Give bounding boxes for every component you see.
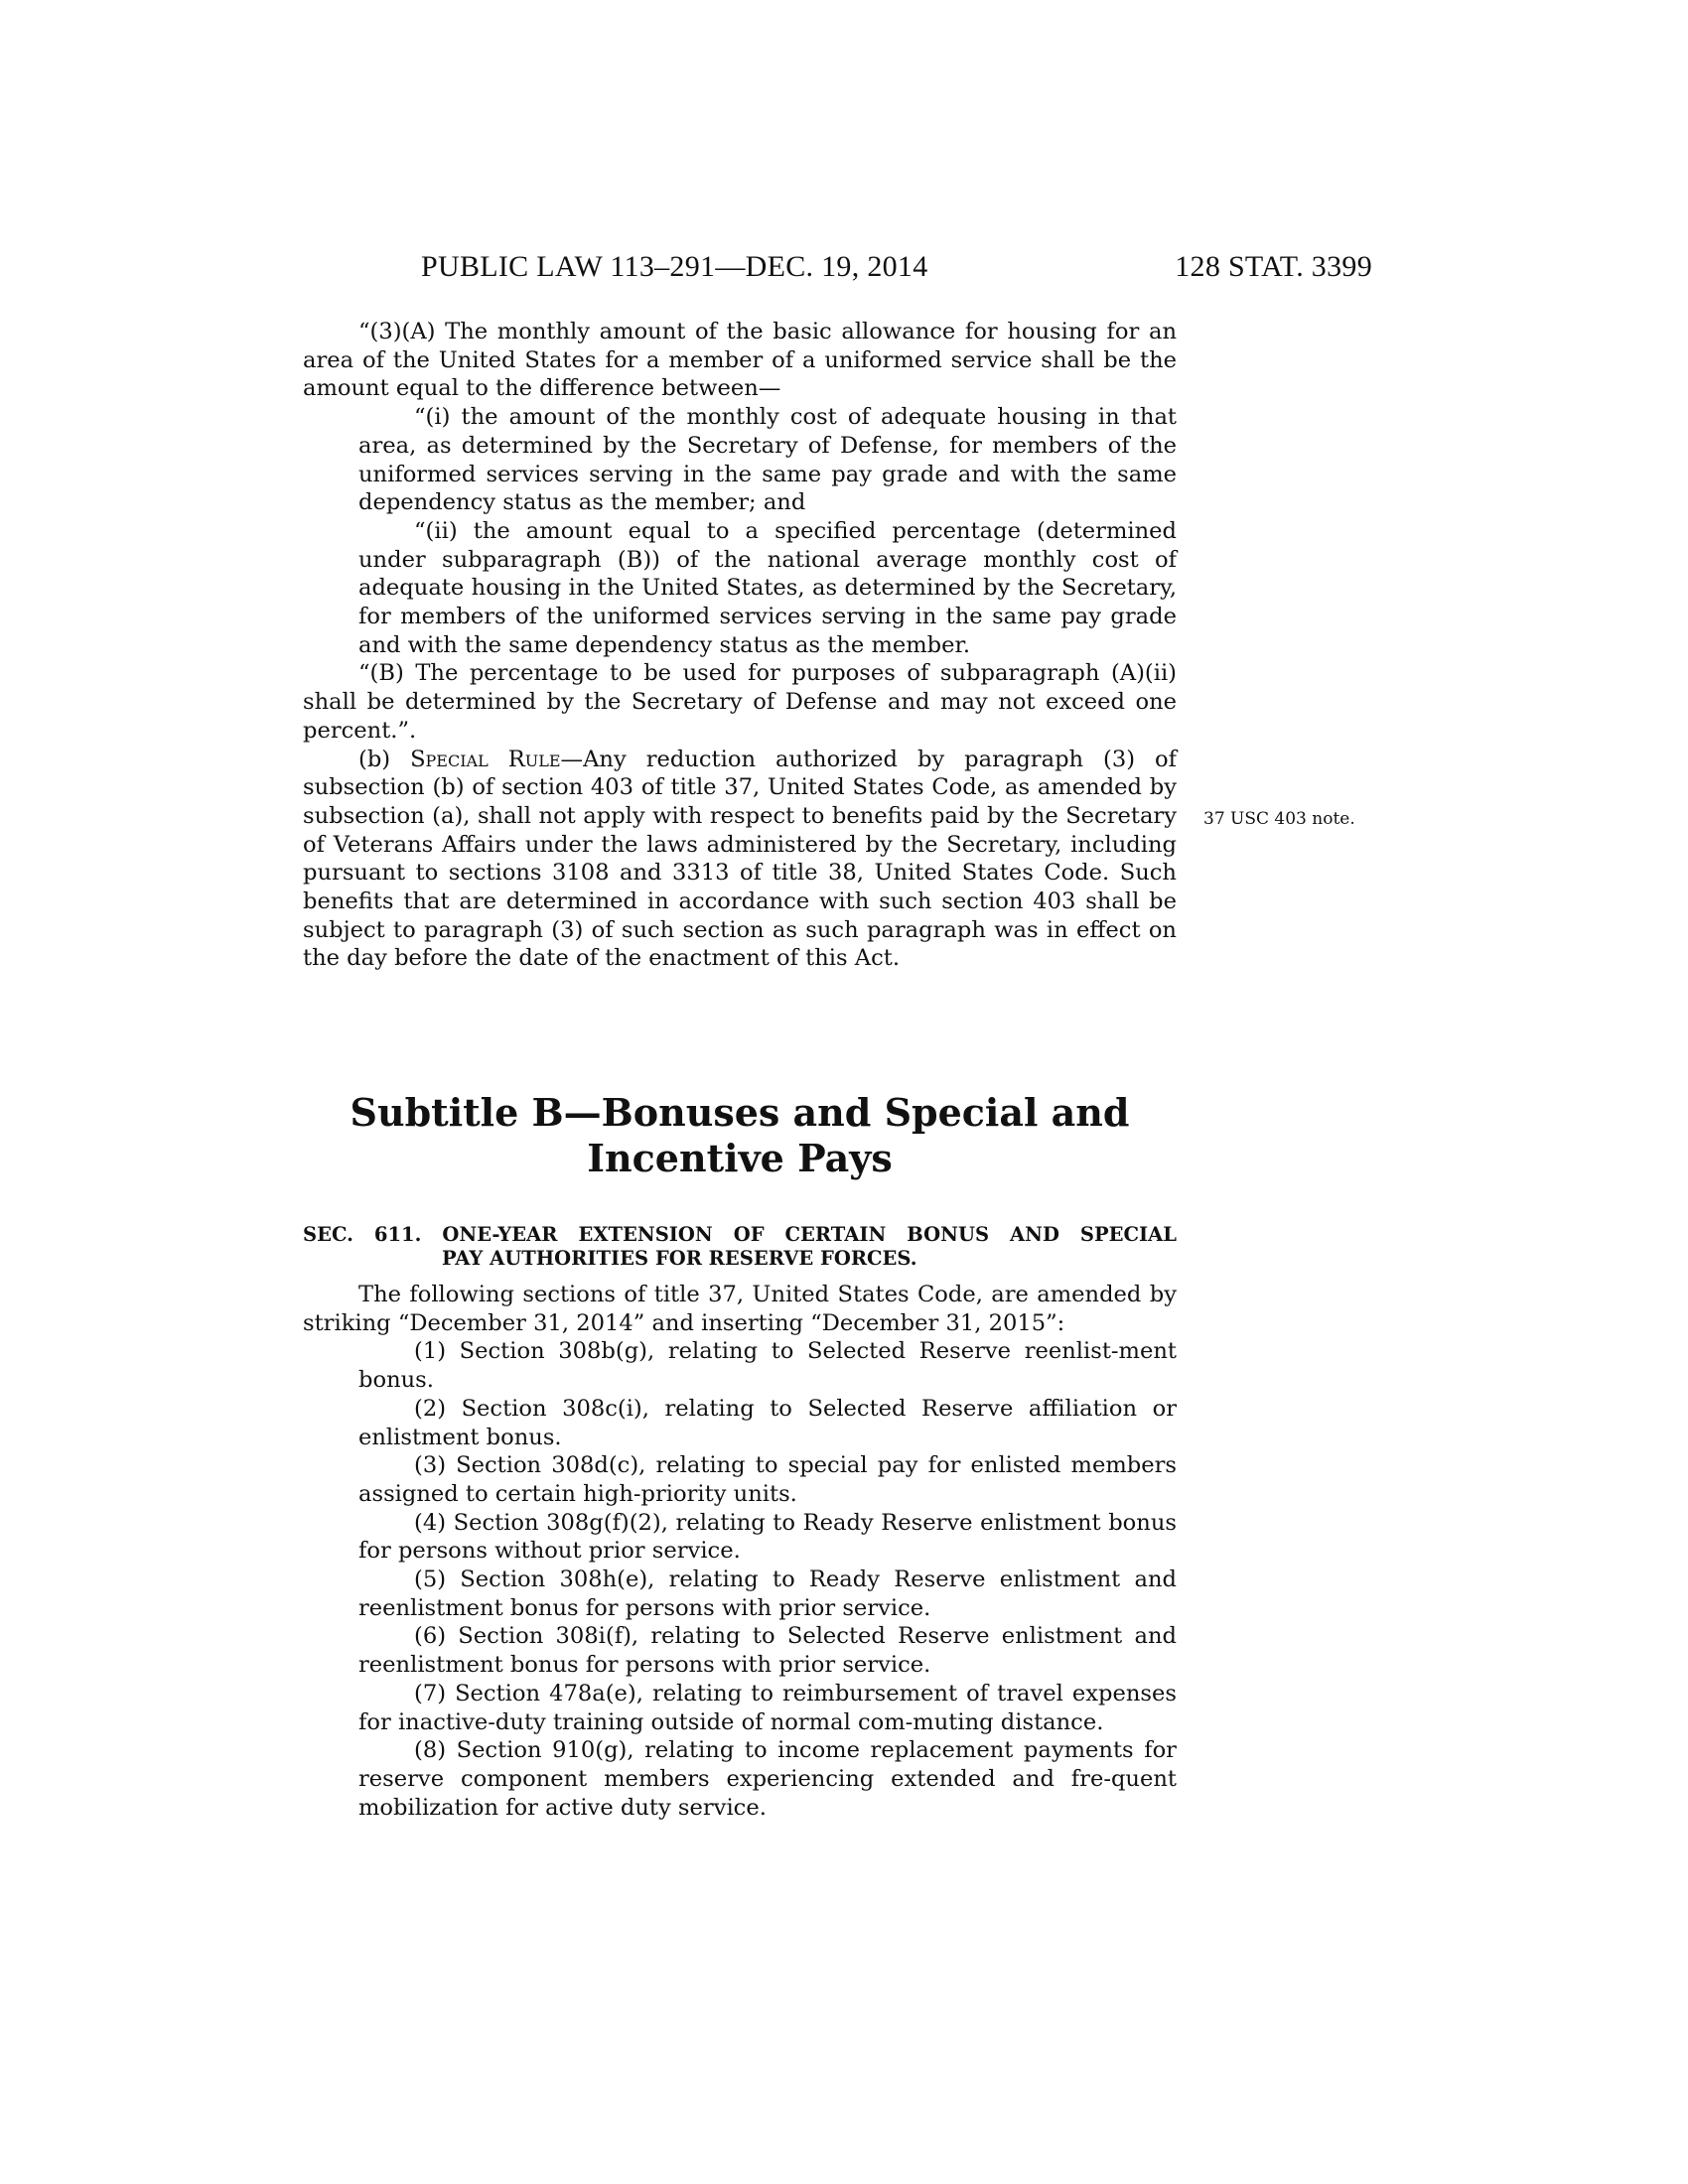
subtitle-line-2: Incentive Pays: [587, 1136, 893, 1180]
section-heading: [303, 1223, 1177, 1271]
running-header-title: PUBLIC LAW 113–291—DEC. 19, 2014: [421, 250, 928, 283]
amendment-text-block: [303, 318, 1177, 973]
section-611-body: [303, 1281, 1177, 1822]
clause-i: “(i) the amount of the monthly cost of adequate housing in that area, as determined by the Secretary of Defense, for members of the uniformed services serving in the same pay grade and with the same dependency status as the member; and: [358, 404, 1177, 516]
clause-ii: “(ii) the amount equal to a specified percentage (determined under subparagraph (B)) of the national average monthly cost of adequate housing in the United States, as determined by the Secretary, for members of the uniformed services serving in the same pay grade and with the same dependency status as the member.: [358, 517, 1177, 658]
list-item: (3) Section 308d(c), relating to special pay for enlisted members assigned to certain high-priority units.: [358, 1452, 1177, 1507]
list-item: (2) Section 308c(i), relating to Selected Reserve affiliation or enlistment bonus.: [358, 1395, 1177, 1450]
list-item: (1) Section 308b(g), relating to Selected Reserve reenlist-ment bonus.: [358, 1338, 1177, 1394]
list-item: (6) Section 308i(f), relating to Selected Reserve enlistment and reenlistment bonus for persons with prior service.: [358, 1623, 1177, 1679]
running-header-stat-page: 128 STAT. 3399: [1175, 250, 1372, 283]
margin-note-citation: 37 USC 403 note.: [1203, 809, 1355, 829]
list-item: (7) Section 478a(e), relating to reimbursement of travel expenses for inactive-duty training outside of normal com-muting distance.: [358, 1680, 1177, 1735]
subparagraph-B: “(B) The percentage to be used for purposes of subparagraph (A)(ii) shall be determined by the Secretary of Defense and may not exceed one percent.”.: [303, 660, 1177, 744]
subsection-b-special-rule: [303, 746, 1177, 974]
list-item: (5) Section 308h(e), relating to Ready Reserve enlistment and reenlistment bonus for persons with prior service.: [358, 1567, 1177, 1621]
subtitle-line-1: Subtitle B—Bonuses and Special and: [350, 1090, 1130, 1135]
paragraph-3A: “(3)(A) The monthly amount of the basic allowance for housing for an area of the United States for a member of a uniformed service shall be the amount equal to the difference between—: [303, 319, 1177, 402]
subsection-b-label: (b): [358, 746, 391, 772]
subsection-b-text: —Any reduction authorized by paragraph (3) of subsection (b) of section 403 of title 37, United States Code, as amended by subsection (a), shall not apply with respect to benefits paid by the Secretary of Veterans Affairs under the laws administered by the Secretary, including pursuant to sections 3108 and 3313 of title 38, United States Code. Such benefits that are determined in accordance with such section 403 shall be subject to paragraph (3) of such section as such paragraph was in effect on the day before the date of the enactment of this Act.: [303, 746, 1177, 972]
list-item: (4) Section 308g(f)(2), relating to Ready Reserve enlistment bonus for persons without prior service.: [358, 1509, 1177, 1565]
subtitle-heading: [303, 1090, 1177, 1181]
section-heading-line-1: SEC. 611. ONE-YEAR EXTENSION OF CERTAIN BONUS AND SPECIAL: [303, 1223, 1177, 1246]
section-intro: The following sections of title 37, United States Code, are amended by striking “December 31, 2014” and inserting “December 31, 2015”:: [303, 1282, 1177, 1336]
list-item: (8) Section 910(g), relating to income replacement payments for reserve component members experiencing extended and fre-quent mobilization for active duty service.: [358, 1737, 1177, 1821]
section-heading-line-2: PAY AUTHORITIES FOR RESERVE FORCES.: [442, 1247, 917, 1270]
subsection-b-heading: Special Rule: [410, 746, 561, 772]
